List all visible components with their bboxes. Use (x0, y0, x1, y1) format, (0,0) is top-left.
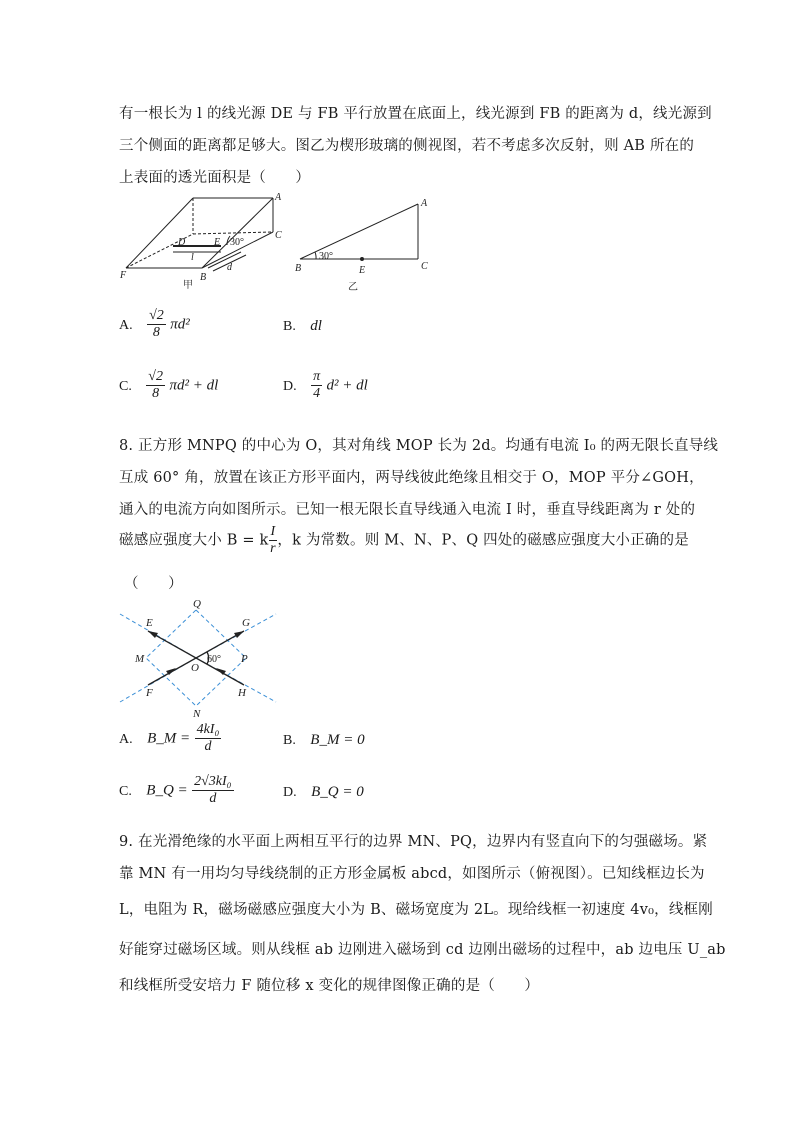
q8-option-b[interactable]: B. B_M = 0 (283, 732, 365, 748)
label-g: G (242, 617, 250, 629)
label-e: E (146, 617, 153, 629)
q9-text-line1: 9. 在光滑绝缘的水平面上两相互平行的边界 MN、PQ，边界内有竖直向下的匀强磁场。紧 (119, 834, 708, 850)
q7-option-d[interactable]: D. $\frac{\pi}{4}$ d² + dl (283, 369, 368, 401)
label-o: O (191, 662, 199, 674)
label-angle-60: 60° (207, 654, 221, 665)
q8-text-line2: 互成 60° 角，放置在该正方形平面内，两导线彼此绝缘且相交于 O，MOP 平分∠GOH， (119, 470, 704, 486)
point-e (360, 257, 364, 261)
figure-yi-side-view (290, 195, 440, 293)
q8-text-line4: 磁感应强度大小 B = k $\frac{I}{r}$ ，k 为常数。则 M、N、P、Q 四处的磁感应强度大小正确的是 (119, 524, 689, 556)
q7-option-a[interactable]: A. $\frac{√2}{8}$ πd² (119, 308, 190, 340)
label-c: C (275, 230, 282, 241)
q7-text-line1: 有一根长为 l 的线光源 DE 与 FB 平行放置在底面上，线光源到 FB 的距离为 d，线光源到 (119, 106, 712, 122)
label-b: B (200, 272, 207, 283)
label-d-distance: d (227, 262, 232, 273)
label-e: E (214, 237, 221, 248)
caption-yi: 乙 (348, 282, 358, 293)
label-n: N (193, 708, 201, 720)
label-f: F (120, 270, 127, 281)
label-f: F (146, 687, 153, 699)
label-m: M (135, 653, 145, 665)
caption-jia: 甲 (183, 280, 193, 290)
q8-option-c[interactable]: C. B_Q = $\frac{\text{2√3kI₀}}{d}$ (119, 774, 232, 806)
q8-option-d[interactable]: D. B_Q = 0 (283, 784, 364, 800)
arrow-e (148, 631, 158, 638)
label-d: D (178, 237, 186, 248)
label-c: C (421, 261, 428, 272)
q7-text-line3: 上表面的透光面积是（ ） (119, 170, 311, 186)
arrow-g (234, 631, 244, 638)
figure-q8-wires (118, 598, 283, 720)
label-l: l (191, 252, 194, 263)
label-angle-30: 30° (230, 237, 244, 248)
q9-text-line3: L，电阻为 R，磁场磁感应强度大小为 B、磁场宽度为 2L。现给线框一初速度 4v₀，线框刚 (119, 902, 713, 918)
label-a: A (421, 198, 428, 209)
q8-text-line1: 8. 正方形 MNPQ 的中心为 O，其对角线 MOP 长为 2d。均通有电流 I₀ 的两无限长直导线 (119, 438, 719, 454)
q8-answer-blank: （ ） (124, 576, 183, 592)
q7-text-line2: 三个侧面的距离都足够大。图乙为楔形玻璃的侧视图，若不考虑多次反射，则 AB 所在的 (119, 138, 695, 154)
q7-option-b[interactable]: B. dl (283, 318, 322, 334)
label-h: H (238, 687, 246, 699)
label-angle-30: 30° (319, 251, 333, 262)
q9-text-line5: 和线框所受安培力 F 随位移 x 变化的规律图像正确的是（ ） (119, 978, 540, 994)
figure-jia-wedge (118, 190, 293, 290)
q9-text-line4: 好能穿过磁场区域。则从线框 ab 边刚进入磁场到 cd 边刚出磁场的过程中，ab 边电压 U_ab (119, 942, 726, 958)
label-e: E (359, 265, 366, 276)
label-b: B (295, 263, 302, 274)
label-a: A (275, 192, 282, 203)
q8-option-a[interactable]: A. B_M = $\frac{\text{4kI₀}}{d}$ (119, 722, 220, 754)
label-p: P (241, 653, 248, 665)
q8-text-line3: 通入的电流方向如图所示。已知一根无限长直导线通入电流 I 时，垂直导线距离为 r 处的 (119, 502, 696, 518)
q9-text-line2: 靠 MN 有一用均匀导线绕制的正方形金属板 abcd，如图所示（俯视图）。已知线框边长为 (119, 866, 705, 882)
label-q: Q (193, 598, 201, 610)
q7-option-c[interactable]: C. $\frac{√2}{8}$ πd² + dl (119, 369, 219, 401)
